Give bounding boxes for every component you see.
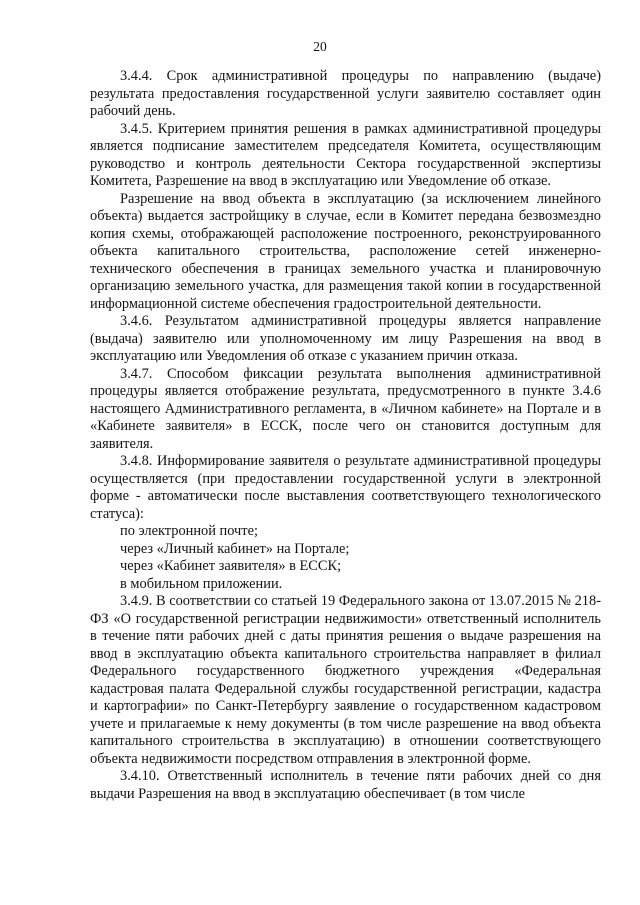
list-item-mobile-app: в мобильном приложении.: [120, 575, 283, 592]
list-item-applicant-cabinet: через «Кабинет заявителя» в ЕССК;: [120, 558, 342, 574]
paragraph-3-4-9: 3.4.9. В соответствии со статьей 19 Федерального закона от 13.07.2015 № 218-ФЗ «О государственной регистрации недвижимости» ответственный исполнитель в течение пяти рабочих дней с даты принятия решения о выдаче разрешения на ввод в эксплуатацию объекта капитального строительства направляет в филиал Федерального государственного бюджетного учреждения «Федеральная кадастровая палата Федеральной службы государственной регистрации, кадастра и картографии» по Санкт-Петербургу заявление о государственном кадастровом учете и прилагаемые к нему документы (в том числе разрешение на ввод объекта капитального строительства в эксплуатацию) в отношении соответствующего объекта недвижимости посредством отправления в электронной форме.: [90, 593, 601, 767]
list-item-personal-cabinet: через «Личный кабинет» на Портале;: [120, 540, 350, 557]
list-item-email: по электронной почте;: [120, 523, 258, 539]
paragraph-3-4-8: 3.4.8. Информирование заявителя о результате административной процедуры осуществляется (при предоставлении государственной услуги в электронной форме - автоматически после выставления соответствующего технологического статуса):: [90, 453, 601, 522]
paragraph-3-4-10: 3.4.10. Ответственный исполнитель в течение пяти рабочих дней со дня выдачи Разрешения на ввод в эксплуатацию обеспечивает (в том числе: [90, 768, 601, 802]
paragraph-3-4-5: 3.4.5. Критерием принятия решения в рамках административной процедуры является подписание заместителем председателя Комитета, осуществляющим руководство и контроль деятельности Сектора государственной экспертизы Комитета, Разрешение на ввод в эксплуатацию или Уведомление об отказе.: [90, 120, 601, 189]
document-body: [90, 68, 601, 803]
paragraph-permit-condition: Разрешение на ввод объекта в эксплуатацию (за исключением линейного объекта) выдается застройщику в случае, если в Комитет передана безвозмездно копия схемы, отображающей расположение построенного, реконструированного объекта капитального строительства, расположение сетей инженерно-технического обеспечения в границах земельного участка и планировочную организацию земельного участка, для размещения такой копии в государственной информационной системе обеспечения градостроительной деятельности.: [90, 190, 601, 312]
paragraph-3-4-4: 3.4.4. Срок административной процедуры по направлению (выдаче) результата предоставления государственной услуги заявителю составляет один рабочий день.: [90, 68, 601, 119]
paragraph-3-4-7: 3.4.7. Способом фиксации результата выполнения административной процедуры является отображение результата, предусмотренного в пункте 3.4.6 настоящего Административного регламента, в «Личном кабинете» на Портале и в «Кабинете заявителя» в ЕССК, после чего он становится доступным для заявителя.: [90, 365, 601, 452]
paragraph-3-4-6: 3.4.6. Результатом административной процедуры является направление (выдача) заявителю или уполномоченному им лицу Разрешения на ввод в эксплуатацию или Уведомления об отказе с указанием причин отказа.: [90, 313, 601, 364]
page-number: 20: [313, 39, 327, 54]
